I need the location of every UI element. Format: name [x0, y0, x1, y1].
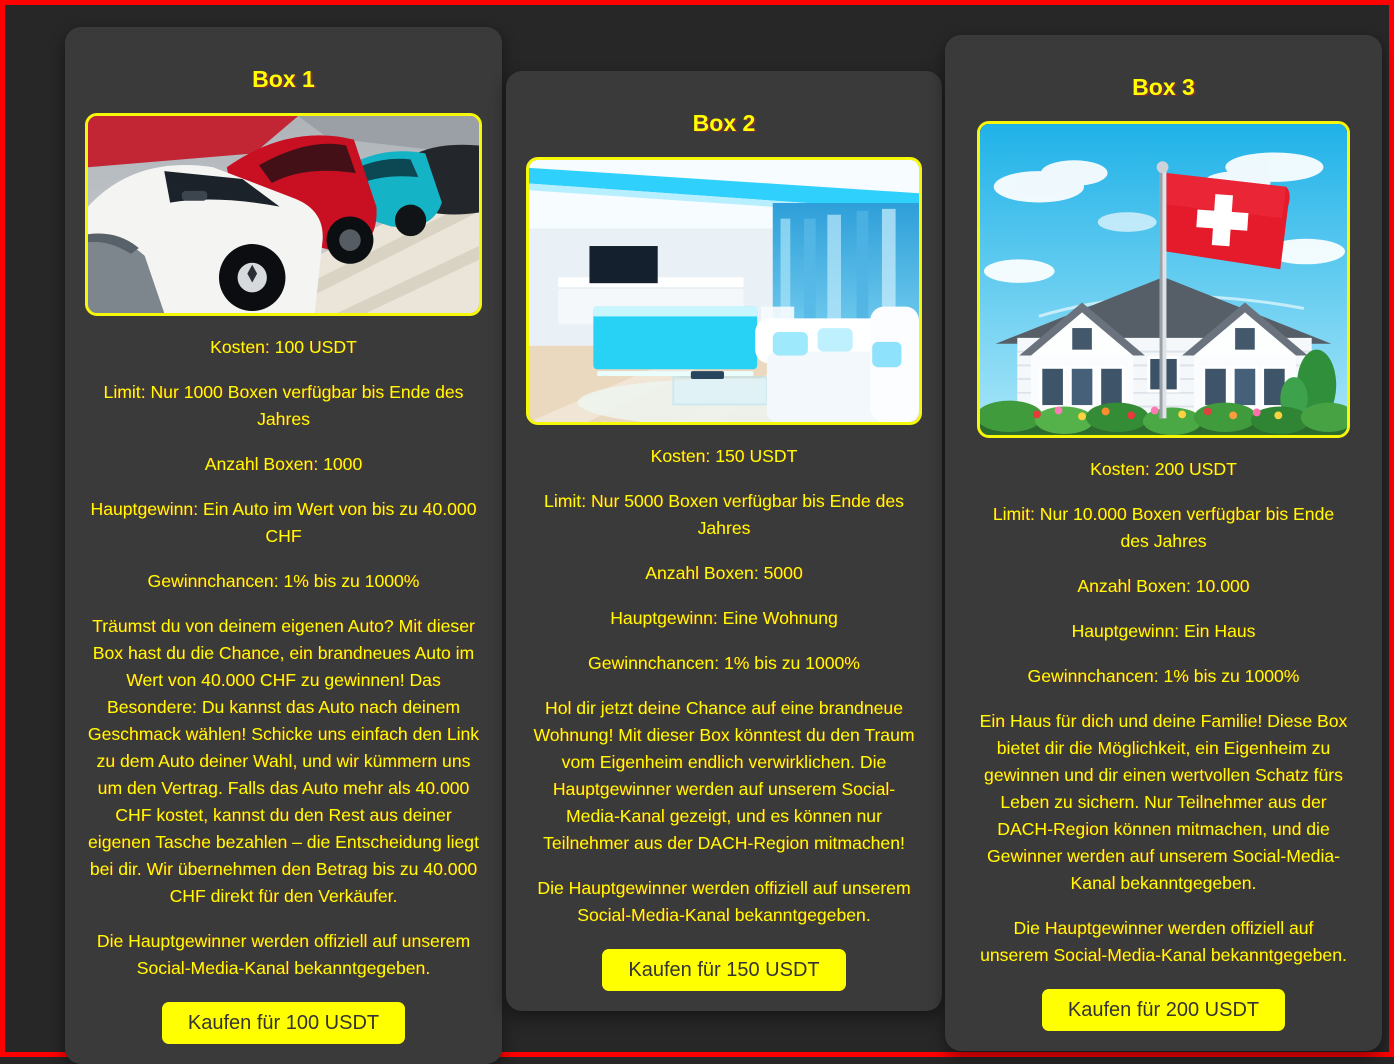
hauptgewinn-text: Hauptgewinn: Ein Auto im Wert von bis zu 40.000 CHF [90, 499, 477, 546]
box-title: Box 2 [692, 110, 756, 136]
kosten-text: Kosten: 200 USDT [1090, 459, 1237, 479]
cars-photo [85, 113, 482, 316]
limit-text: Limit: Nur 1000 Boxen verfügbar bis Ende des Jahres [103, 382, 464, 429]
box-title: Box 1 [252, 66, 315, 92]
house-photo-illustration [980, 124, 1347, 435]
buy-button-box1[interactable]: Kaufen für 100 USDT [162, 1002, 405, 1044]
description-text: Träumst du von deinem eigenen Auto? Mit dieser Box hast du die Chance, ein brandneues Auto im Wert von 40.000 CHF zu gewinnen! Das Besondere: Du kannst das Auto nach deinem Geschmack wählen! Schicke uns einfach den Link zu dem Auto deiner Wahl, und wir kümmern uns um den Vertrag. Falls das Auto mehr als 40.000 CHF kostet, kannst du den Rest aus deiner eigenen Tasche bezahlen – die Entscheidung liegt bei dir. Wir übernehmen den Betrag bis zu 40.000 CHF direkt für den Verkäufer. [87, 616, 480, 906]
kosten-text: Kosten: 100 USDT [210, 337, 357, 357]
announcement-text: Die Hauptgewinner werden offiziell auf unserem Social-Media-Kanal bekanntgegeben. [96, 931, 471, 978]
gewinnchancen-text: Gewinnchancen: 1% bis zu 1000% [147, 571, 420, 591]
hauptgewinn-text: Hauptgewinn: Ein Haus [1071, 621, 1256, 641]
box-card-2 [506, 71, 942, 1011]
announcement-text: Die Hauptgewinner werden offiziell auf unserem Social-Media-Kanal bekanntgegeben. [537, 878, 911, 925]
apartment-photo-illustration [529, 160, 919, 422]
cars-photo-illustration [88, 116, 479, 313]
apartment-photo [526, 157, 922, 425]
house-photo [977, 121, 1350, 438]
buy-button-box3[interactable]: Kaufen für 200 USDT [1042, 989, 1285, 1031]
anzahl-text: Anzahl Boxen: 1000 [204, 454, 363, 474]
hauptgewinn-text: Hauptgewinn: Eine Wohnung [610, 608, 838, 628]
anzahl-text: Anzahl Boxen: 10.000 [1077, 576, 1250, 596]
description-text: Ein Haus für dich und deine Familie! Diese Box bietet dir die Möglichkeit, ein Eigenheim zu gewinnen und dir einen wertvollen Schatz fürs Leben zu sichern. Nur Teilnehmer aus der DACH-Region können mitmachen, und die Gewinner werden auf unserem Social-Media-Kanal bekanntgegeben. [979, 711, 1348, 893]
box-title: Box 3 [1132, 74, 1195, 100]
limit-text: Limit: Nur 5000 Boxen verfügbar bis Ende des Jahres [544, 491, 904, 538]
buy-button-box2[interactable]: Kaufen für 150 USDT [602, 949, 845, 991]
box-card-3 [945, 35, 1382, 1051]
announcement-text: Die Hauptgewinner werden offiziell auf unserem Social-Media-Kanal bekanntgegeben. [980, 918, 1347, 965]
limit-text: Limit: Nur 10.000 Boxen verfügbar bis Ende des Jahres [992, 504, 1335, 551]
gewinnchancen-text: Gewinnchancen: 1% bis zu 1000% [588, 653, 860, 673]
anzahl-text: Anzahl Boxen: 5000 [645, 563, 803, 583]
box-card-1 [65, 27, 502, 1064]
gewinnchancen-text: Gewinnchancen: 1% bis zu 1000% [1027, 666, 1300, 686]
kosten-text: Kosten: 150 USDT [650, 446, 798, 466]
description-text: Hol dir jetzt deine Chance auf eine brandneue Wohnung! Mit dieser Box könntest du den Traum vom Eigenheim endlich verwirklichen. Die Hauptgewinner werden auf unserem Social-Media-Kanal gezeigt, und es können nur Teilnehmer aus der DACH-Region mitmachen! [533, 698, 915, 853]
